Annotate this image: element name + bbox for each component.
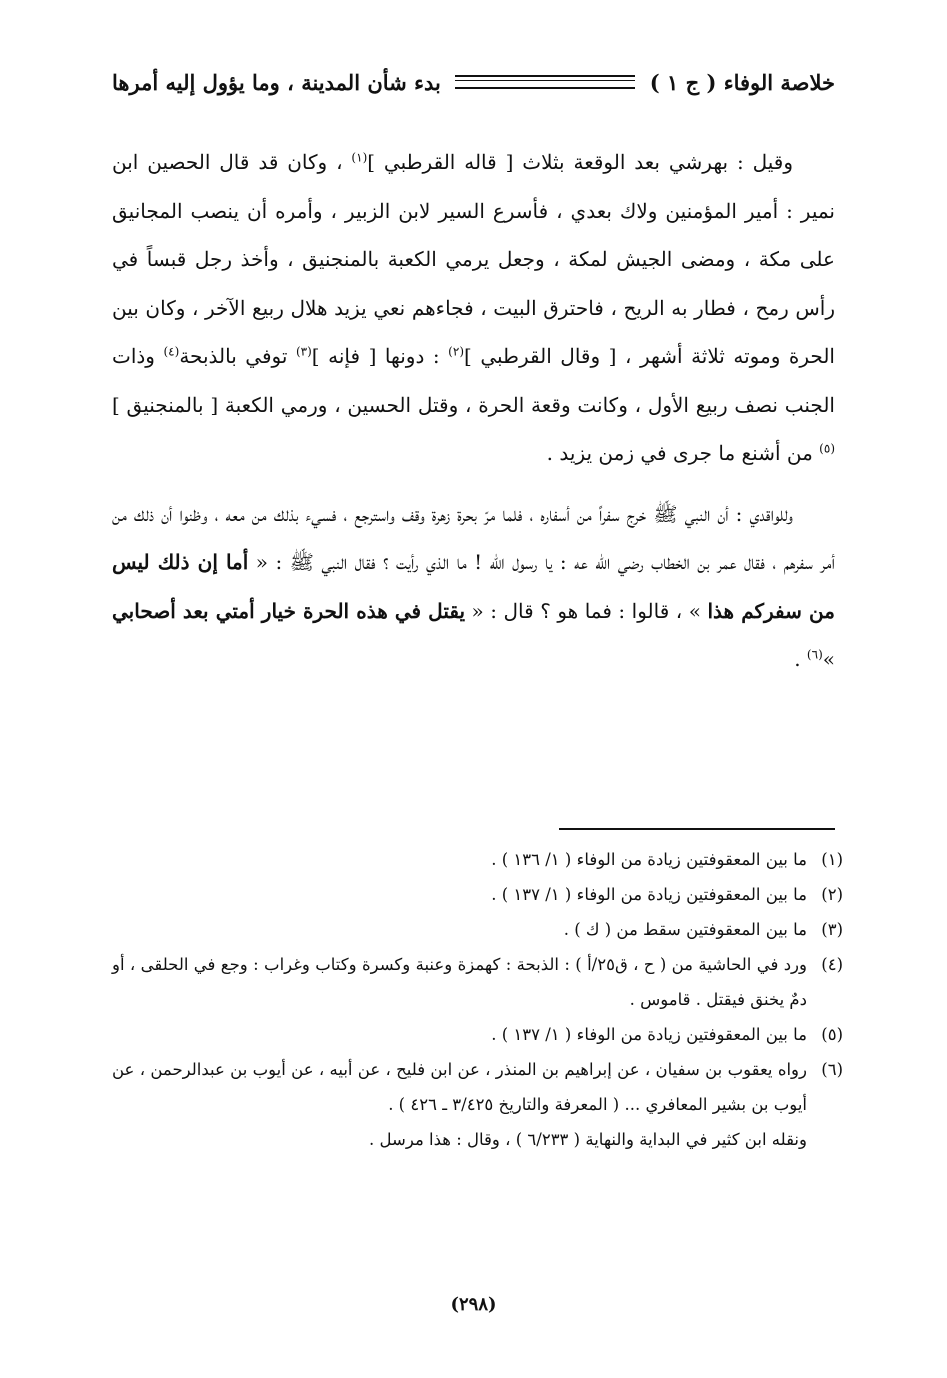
footnote-line: ما بين المعقوفتين زيادة من الوفاء ( ١/ ١٣٦ ) . [491,850,807,869]
p1-text: وقيل : بهرشي بعد الوقعة بثلاث [ قاله القرطبي ] [367,150,793,174]
header-book-title: خلاصة الوفاء ( ج ١ ) [649,69,835,95]
footnote [112,1017,843,1052]
footnote-text [112,1017,807,1052]
footnote-line: ما بين المعقوفتين سقط من ( ك ) . [563,920,807,939]
p1-text: : دونها [ فإنه ] [311,344,449,368]
footnote-ref-4: (٤) [163,344,180,359]
footnote-line: ورد في الحاشية من ( ح ، ق٢٥/أ ) : الذبحة : كهمزة وعنبة وكسرة وكتاب وغراب : وجع في الحلقى ، أو دمٌ يخنق فيقتل . قاموس . [112,955,807,1009]
header-chapter-title: بدء شأن المدينة ، وما يؤول إليه أمرها [112,69,441,95]
footnote-ref-3: (٣) [295,344,312,359]
hadith-quote-1: أما إن ذلك ليس من سفركم هذا [112,550,835,623]
footnote-text [112,912,807,947]
footnote-text [112,1052,807,1157]
footnote-line: ونقله ابن كثير في البداية والنهاية ( ٦/٢٣٣ ) ، وقال : هذا مرسل . [369,1130,807,1149]
p1-text: توفي بالذبحة [179,344,296,368]
footnote-text [112,947,807,1017]
page-number: (٢٩٨) [450,1294,497,1315]
p2-text: » ، قالوا : فما هو ؟ قال : « [465,598,708,623]
footnote-number: (٣) [821,920,843,939]
footnote-line: ما بين المعقوفتين زيادة من الوفاء ( ١/ ١٣٧ ) . [491,1025,807,1044]
footnote-number: (٢) [821,885,843,904]
main-text [112,138,835,684]
footnote [112,947,843,1017]
footnote-ref-2: (٢) [448,344,464,359]
p1-text: ، وكان قد قال الحصين ابن نمير : أمير المؤمنين ولاك بعدي ، فأسرع السير لابن الزبير ، وأمره أن ينصب المجانيق على مكة ، ومضى الجيش لمكة ، وجعل يرمي الكعبة بالمنجنيق ، وأخذ رجل قبساً في رأس رمح ، فطار به الريح ، فاحترق البيت ، فجاءهم نعي يزيد هلال ربيع الآخر ، وكان بين الحرة وموته ثلاثة أشهر ، [ وقال القرطبي ] [112,150,835,368]
footnote-number: (٦) [821,1060,843,1079]
footnote-separator [559,828,835,830]
footnote-text [112,877,807,912]
hadith-quote-2: يقتل في هذه الحرة خيار أمتي بعد أصحابي [112,598,466,623]
footnote-line: ما بين المعقوفتين زيادة من الوفاء ( ١/ ١٣٧ ) . [491,885,807,904]
footnote-text [112,842,807,877]
p2-text: » [822,647,835,671]
footnote-ref-6: (٦) [806,647,823,662]
footnote [112,877,843,912]
paragraph-1 [112,138,835,478]
footnote [112,912,843,947]
p1-text: وذات الجنب نصف ربيع الأول ، وكانت وقعة الحرة ، وقتل الحسين ، ورمي الكعبة [ بالمنجنيق ] [112,344,835,417]
p2-text: . [794,647,807,671]
footnote-number: (١) [821,850,843,869]
paragraph-2 [112,490,835,684]
footnote [112,1052,843,1157]
p2-text: وللواقدي : أن النبي ﷺ خرج سفراً من أسفاره ، فلما مرّ بحرة زهرة وقف واسترجع ، فسيء بذلك من معه ، وظنوا أن ذلك من أمر سفرهم ، فقال عمر بن الخطاب رضي الله عه : يا رسول الله ! ما الذي رأيت ؟ فقال النبي ﷺ : « [112,501,835,574]
footnote [112,842,843,877]
running-header [112,62,835,102]
footnotes [112,842,843,1157]
footnote-ref-5: (٥) [819,441,835,456]
footnote-ref-1: (١) [351,150,368,165]
footnote-line: رواه يعقوب بن سفيان ، عن إبراهيم بن المنذر ، عن ابن فليح ، عن أبيه ، عن أيوب بن عبدالرحمن ، عن أيوب بن بشير المعافري ... ( المعرفة والتاريخ ٣/٤٢٥ ـ ٤٢٦ ) . [112,1060,807,1114]
header-rule [455,75,635,89]
footnote-number: (٤) [821,955,843,974]
p1-text: من أشنع ما جرى في زمن يزيد . [546,441,820,465]
footnote-number: (٥) [821,1025,843,1044]
